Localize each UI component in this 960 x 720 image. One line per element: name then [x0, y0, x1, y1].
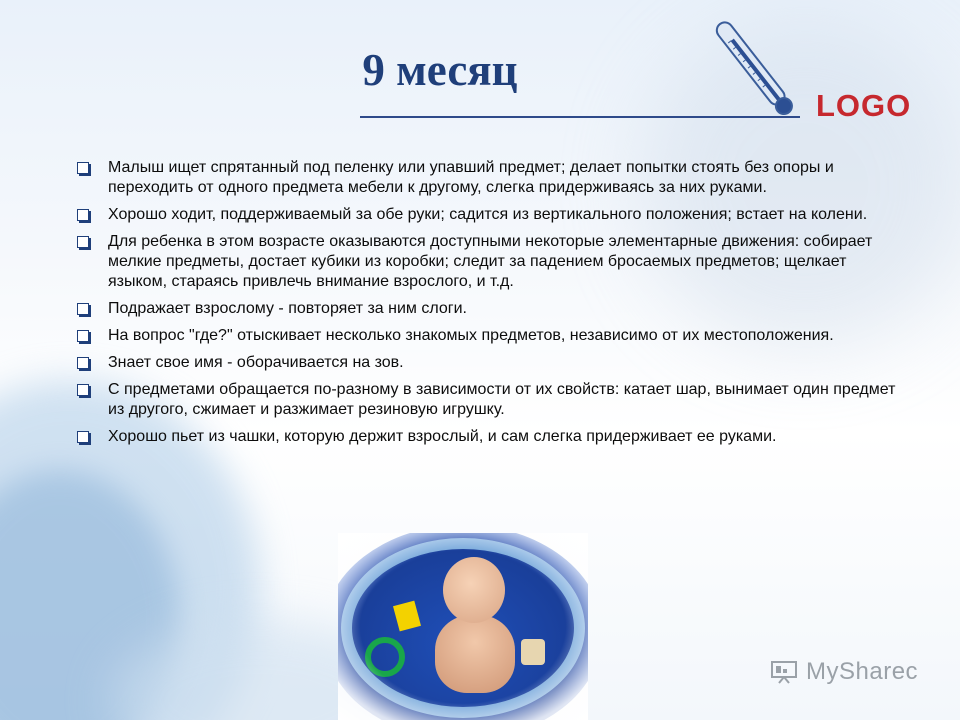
list-item: [76, 353, 906, 373]
list-item: [76, 158, 906, 198]
photo-vignette: [338, 533, 588, 720]
slide-title: 9 месяц: [362, 45, 518, 95]
checkbox-bullet-icon: [77, 357, 89, 369]
list-item-text: Для ребенка в этом возрасте оказываются доступными некоторые элементарные движения: собирает мелкие предметы, достает кубики из коробки; следит за падением бросаемых предметов; щелкает языком, стараясь привлечь внимание взрослого, и т.д.: [108, 233, 873, 290]
checkbox-bullet-icon: [77, 209, 89, 221]
list-item-text: Знает свое имя - оборачивается на зов.: [108, 354, 404, 371]
watermark: [770, 658, 920, 688]
logo-text: LOGO: [816, 88, 912, 123]
bullet-list: [76, 158, 906, 454]
list-item: [76, 380, 906, 420]
list-item-text: Хорошо пьет из чашки, которую держит взрослый, и сам слегка придерживает ее руками.: [108, 428, 777, 445]
checkbox-bullet-icon: [77, 431, 89, 443]
baby-photo: [338, 533, 588, 720]
list-item-text: С предметами обращается по-разному в зависимости от их свойств: катает шар, вынимает один предмет из другого, сжимает и разжимает резиновую игрушку.: [108, 381, 896, 418]
checkbox-bullet-icon: [77, 384, 89, 396]
thermometer-icon: [700, 12, 810, 127]
list-item-text: Хорошо ходит, поддерживаемый за обе руки; садится из вертикального положения; встает на колени.: [108, 206, 868, 223]
list-item: [76, 205, 906, 225]
checkbox-bullet-icon: [77, 303, 89, 315]
list-item: [76, 326, 906, 346]
list-item-text: Подражает взрослому - повторяет за ним слоги.: [108, 300, 467, 317]
list-item: [76, 299, 906, 319]
list-item-text: На вопрос "где?" отыскивает несколько знакомых предметов, независимо от их местоположения.: [108, 327, 834, 344]
list-item-text: Малыш ищет спрятанный под пеленку или упавший предмет; делает попытки стоять без опоры и переходить от одного предмета мебели к другому, слегка придерживаясь за них руками.: [108, 159, 834, 196]
checkbox-bullet-icon: [77, 162, 89, 174]
checkbox-bullet-icon: [77, 330, 89, 342]
watermark-text: MySharec: [806, 658, 919, 685]
list-item: [76, 427, 906, 447]
presentation-board-icon: [770, 660, 798, 684]
checkbox-bullet-icon: [77, 236, 89, 248]
list-item: [76, 232, 906, 292]
